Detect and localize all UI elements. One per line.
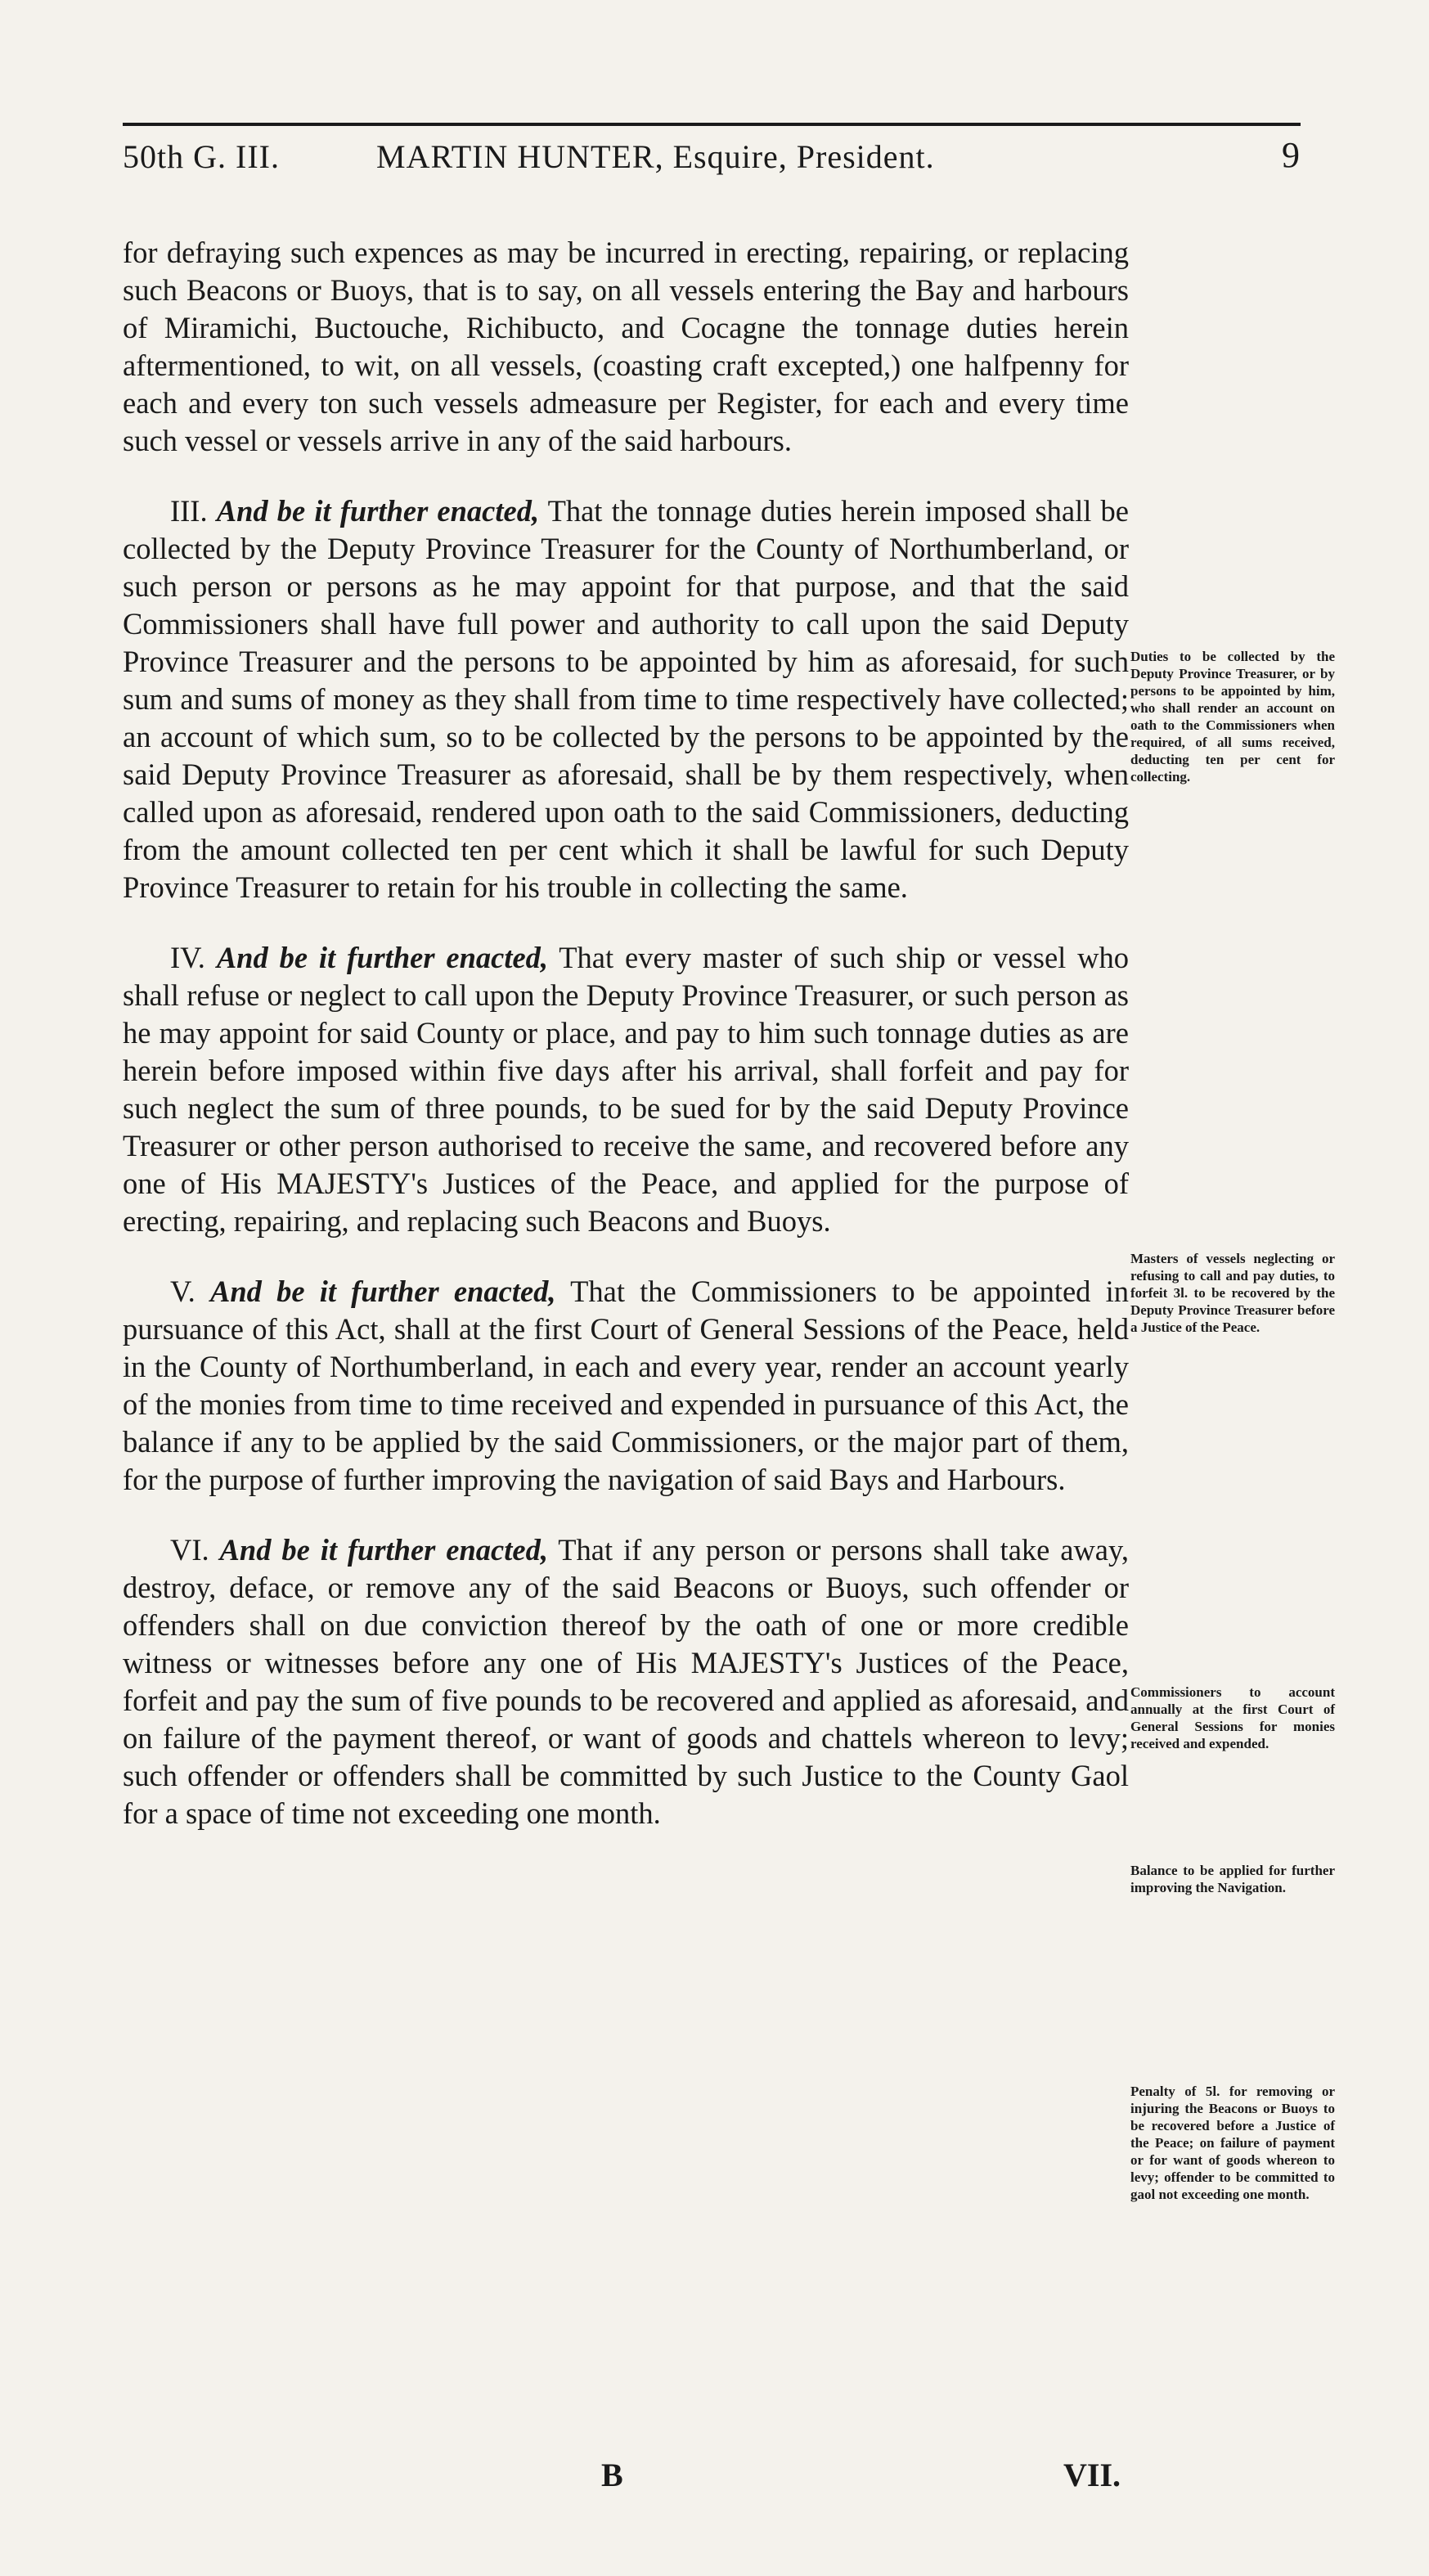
header-title: MARTIN HUNTER, Esquire, President.	[376, 138, 935, 175]
margin-note-section-vi: Penalty of 5l. for removing or injuring the Beacons or Buoys to be recovered before a Justice of the Peace; on failure of payment or for want of goods whereon to levy; offender to be committed to gaol not exceeding one month.	[1130, 2084, 1335, 2202]
header-rule	[123, 123, 1301, 126]
section-number: III.	[170, 494, 208, 528]
section-number: IV.	[170, 941, 205, 974]
paragraph-intro	[123, 234, 1129, 460]
section-number: V.	[170, 1275, 195, 1308]
section-heading: And be it further enacted,	[209, 1275, 556, 1308]
margin-note-section-v: Commissioners to account annually at the first Court of General Sessions for monies received and expended.	[1130, 1684, 1335, 1751]
paragraph-text: That if any person or persons shall take away, destroy, deface, or remove any of the said Beacons or Buoys, such offender or offenders shall on due conviction thereof by the oath of one or more credible witness or witnesses before any one of His MAJESTY's Justices of the Peace, forfeit and pay the sum of five pounds to be recovered and applied as aforesaid, and on failure of the payment thereof, or want of goods and chattels whereon to levy; such offender or offenders shall be committed by such Justice to the County Gaol for a space of time not exceeding one month.	[123, 1533, 1130, 1830]
paragraph-section-v	[123, 1273, 1129, 1499]
paragraph-text: for defraying such expences as may be incurred in erecting, repairing, or replacing such Beacons or Buoys, that is to say, on all vessels entering the Bay and harbours of Miramichi, Buctouche, Richibucto, and Cocagne the tonnage duties herein aftermentioned, to wit, on all vessels, (coasting craft excepted,) one halfpenny for each and every ton such vessels admeasure per Register, for each and every time such vessel or vessels arrive in any of the said harbours.	[123, 236, 1129, 457]
section-heading: And be it further enacted,	[216, 494, 540, 528]
paragraph-text: That the Commissioners to be appointed in pursuance of this Act, shall at the first Court of General Sessions of the Peace, held in the County of Northumberland, in each and every year, render an account yearly of the monies from time to time received and expended in pursuance of this Act, the balance if any to be applied by the said Commissioners, or the major part of them, for the purpose of further improving the navigation of said Bays and Harbours.	[123, 1275, 1129, 1496]
margin-note-section-v-balance: Balance to be applied for further improving the Navigation.	[1130, 1863, 1335, 1895]
running-header	[123, 131, 1301, 180]
page-number: 9	[1282, 135, 1301, 175]
paragraph-section-vi	[123, 1531, 1129, 1832]
catchword: VII.	[1063, 2457, 1121, 2493]
signature-mark: B	[601, 2457, 623, 2493]
regnal-year: 50th G. III.	[123, 138, 280, 175]
margin-note-section-iv: Masters of vessels neglecting or refusing to call and pay duties, to forfeit 3l. to be recovered by the Deputy Province Treasurer before a Justice of the Peace.	[1130, 1251, 1335, 1335]
paragraph-section-iv	[123, 939, 1129, 1240]
section-number: VI.	[170, 1533, 209, 1567]
paragraph-text: That the tonnage duties herein imposed shall be collected by the Deputy Province Treasurer for the County of Northumberland, or such person or persons as he may appoint for that purpose, and that the said Commissioners shall have full power and authority to call upon the said Deputy Province Treasurer and the persons to be appointed by him as aforesaid, for such sum and sums of money as they shall from time to time respectively have collected; an account of which sum, so to be collected by the persons to be appointed by the said Deputy Province Treasurer as aforesaid, shall be by them respectively, when called upon as aforesaid, rendered upon oath to the said Commissioners, deducting from the amount collected ten per cent which it shall be lawful for such Deputy Province Treasurer to retain for his trouble in collecting the same.	[123, 494, 1129, 904]
paragraph-section-iii	[123, 492, 1129, 906]
margin-note-section-iii: Duties to be collected by the Deputy Province Treasurer, or by persons to be appointed by him, who shall render an account on oath to the Commissioners when required, of all sums received, deducting ten per cent for collecting.	[1130, 649, 1335, 784]
paragraph-text: That every master of such ship or vessel who shall refuse or neglect to call upon the Deputy Province Treasurer, or such person as he may appoint for said County or place, and pay to him such tonnage duties as are herein before imposed within five days after his arrival, shall forfeit and pay for such neglect the sum of three pounds, to be sued for by the said Deputy Province Treasurer or other person authorised to receive the same, and recovered before any one of His MAJESTY's Justices of the Peace, and applied for the purpose of erecting, repairing, and replacing such Beacons and Buoys.	[123, 941, 1130, 1238]
page-body	[123, 234, 1129, 1865]
section-heading: And be it further enacted,	[219, 1533, 548, 1567]
section-heading: And be it further enacted,	[216, 941, 549, 974]
